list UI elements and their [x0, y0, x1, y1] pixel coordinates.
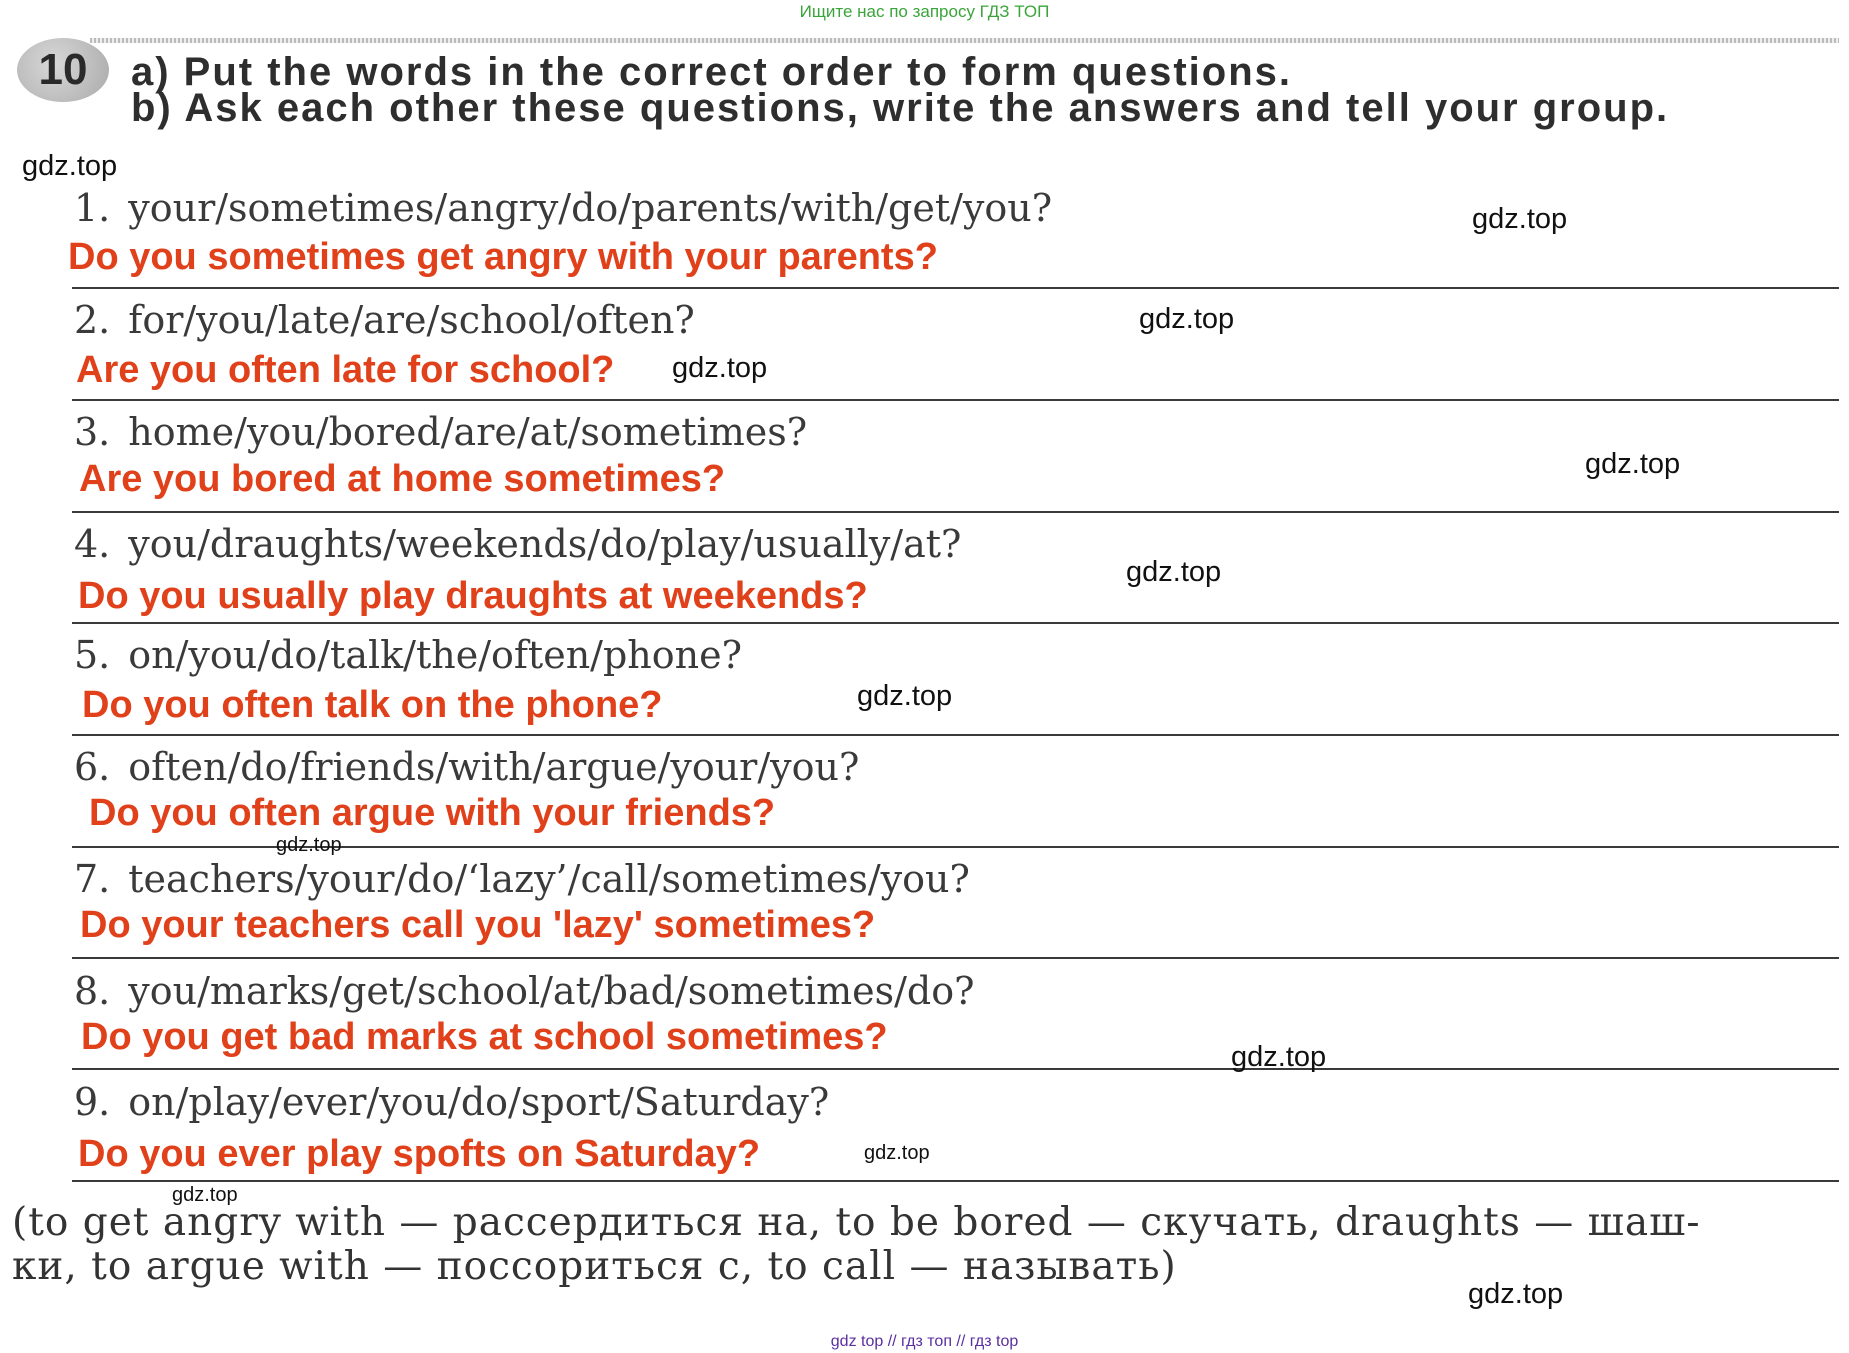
watermark: gdz.top — [1472, 203, 1568, 235]
watermark: gdz.top — [1126, 556, 1222, 588]
question-prompt-3 — [74, 410, 807, 454]
watermark: gdz.top — [1231, 1041, 1327, 1073]
question-number: 2. — [74, 298, 111, 342]
answer-rule-7 — [72, 957, 1839, 959]
question-number: 4. — [74, 522, 111, 566]
question-number: 5. — [74, 633, 111, 677]
answer-rule-1 — [72, 287, 1839, 289]
question-prompt-5 — [74, 633, 742, 677]
exercise-number-badge — [17, 38, 109, 102]
footer-links[interactable]: gdz top // гдз топ // гдз top — [830, 1333, 1019, 1350]
answer-rule-2 — [72, 399, 1839, 401]
question-prompt-8 — [74, 969, 975, 1013]
instruction-b: b) Ask each other these questions, write the answers and tell your group. — [131, 86, 1670, 130]
question-words: for/you/late/are/school/often? — [128, 298, 695, 342]
answer-1: Do you sometimes get angry with your parents? — [68, 236, 938, 278]
question-words: teachers/your/do/‘lazy’/call/sometimes/you? — [128, 857, 970, 901]
answer-5: Do you often talk on the phone? — [82, 684, 663, 726]
question-prompt-9 — [74, 1080, 829, 1124]
question-number: 9. — [74, 1080, 111, 1124]
answer-rule-5 — [72, 734, 1839, 736]
answer-rule-9 — [72, 1180, 1839, 1182]
question-prompt-1 — [74, 186, 1052, 230]
question-words: on/you/do/talk/the/often/phone? — [128, 633, 742, 677]
question-number: 7. — [74, 857, 111, 901]
answer-6: Do you often argue with your friends? — [89, 792, 776, 834]
watermark: gdz.top — [857, 680, 953, 712]
question-words: often/do/friends/with/argue/your/you? — [128, 745, 860, 789]
question-words: home/you/bored/are/at/sometimes? — [128, 410, 808, 454]
exercise-number: 10 — [38, 45, 88, 94]
watermark: gdz.top — [172, 1184, 238, 1206]
watermark: gdz.top — [672, 352, 768, 384]
question-number: 6. — [74, 745, 111, 789]
top-banner[interactable]: Ищите нас по запросу ГДЗ ТОП — [799, 2, 1050, 21]
header-rule — [90, 38, 1839, 43]
answer-3: Are you bored at home sometimes? — [79, 458, 726, 500]
watermark: gdz.top — [1585, 448, 1681, 480]
answer-7: Do your teachers call you 'lazy' sometimes? — [80, 904, 876, 946]
question-prompt-2 — [74, 298, 695, 342]
answer-9: Do you ever play spofts on Saturday? — [78, 1133, 761, 1175]
watermark: gdz.top — [1468, 1278, 1564, 1310]
answer-rule-3 — [72, 511, 1839, 513]
question-words: you/draughts/weekends/do/play/usually/at? — [128, 522, 962, 566]
watermark: gdz.top — [22, 150, 118, 182]
answer-8: Do you get bad marks at school sometimes? — [81, 1016, 888, 1058]
question-number: 1. — [74, 186, 111, 230]
question-prompt-4 — [74, 522, 961, 566]
question-words: your/sometimes/angry/do/parents/with/get/you? — [128, 186, 1053, 230]
watermark: gdz.top — [1139, 303, 1235, 335]
question-prompt-7 — [74, 857, 970, 901]
answer-2: Are you often late for school? — [76, 349, 615, 391]
answer-rule-8 — [72, 1068, 1839, 1070]
glossary-line-1: (to get angry with — рассердиться на, to be bored — скучать, draughts — шаш- — [12, 1200, 1701, 1245]
instruction-a: a) Put the words in the correct order to form questions. — [131, 50, 1293, 94]
watermark: gdz.top — [864, 1142, 930, 1164]
answer-rule-4 — [72, 622, 1839, 624]
question-words: you/marks/get/school/at/bad/sometimes/do? — [128, 969, 975, 1013]
watermark: gdz.top — [276, 834, 342, 856]
question-number: 3. — [74, 410, 111, 454]
glossary-line-2: ки, to argue with — поссориться с, to call — называть) — [12, 1244, 1177, 1289]
question-prompt-6 — [74, 745, 859, 789]
question-number: 8. — [74, 969, 111, 1013]
question-words: on/play/ever/you/do/sport/Saturday? — [128, 1080, 830, 1124]
answer-4: Do you usually play draughts at weekends? — [78, 575, 868, 617]
